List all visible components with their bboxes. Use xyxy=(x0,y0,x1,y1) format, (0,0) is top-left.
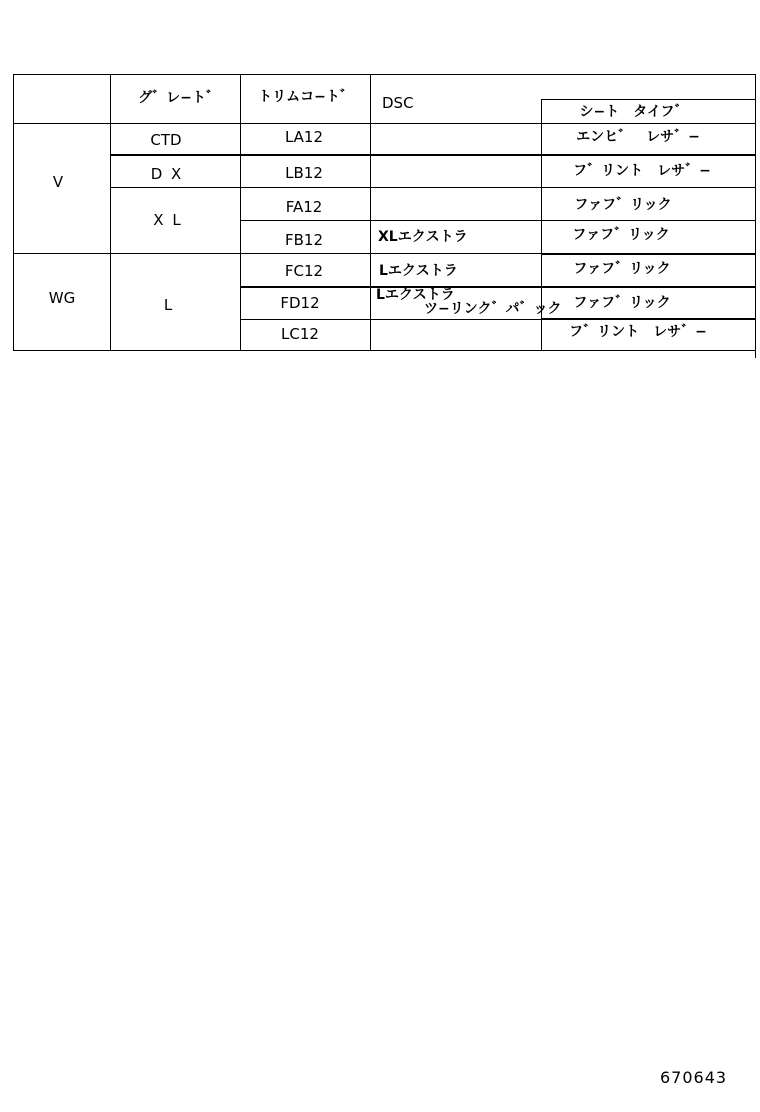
table-bottom-border xyxy=(13,350,756,351)
dsc-cell: XLエクストラ xyxy=(378,229,468,245)
col-divider-body-grade xyxy=(110,74,111,351)
trim-code-cell: FB12 xyxy=(284,231,324,249)
trim-code-cell: LA12 xyxy=(284,128,324,146)
grade-xl: X L xyxy=(153,211,181,229)
trim-code-cell: FC12 xyxy=(284,262,324,280)
col-divider-grade-trim xyxy=(240,74,241,351)
header-bottom-border xyxy=(13,123,756,124)
dsc-cell: Lエクストラ xyxy=(376,287,455,303)
dsc-cell: Lエクストラ xyxy=(379,263,458,279)
row-divider-ctd xyxy=(110,154,756,156)
trim-code-cell: LB12 xyxy=(285,164,323,182)
table-left-border xyxy=(13,74,14,351)
seat-type-cell: ファフ゛リック xyxy=(572,227,670,243)
trim-code-cell: LC12 xyxy=(281,325,319,343)
group-divider-v-wg xyxy=(13,253,541,254)
trim-code-cell: FA12 xyxy=(285,198,323,216)
grade-ctd: CTD xyxy=(150,131,182,149)
col-divider-trim-dsc xyxy=(370,74,371,351)
table-top-border xyxy=(13,74,756,75)
body-type-v: V xyxy=(52,173,64,191)
seat-type-cell: ファフ゛リック xyxy=(573,295,671,311)
row-divider-fd12 xyxy=(541,318,756,320)
grade-l: L xyxy=(163,296,173,314)
seat-type-header-divider xyxy=(541,99,756,100)
document-number: 670643 xyxy=(660,1068,728,1087)
header-grade: グ゛レ−ト゛ xyxy=(138,90,220,106)
row-divider-fa12 xyxy=(240,220,756,221)
seat-type-cell: エンヒ゛ レサ゛− xyxy=(576,129,700,145)
seat-type-cell: ファフ゛リック xyxy=(573,261,671,277)
seat-type-cell: ファフ゛リック xyxy=(574,197,672,213)
row-divider-fc12 xyxy=(240,286,756,288)
seat-type-cell: フ゛リント レサ゛− xyxy=(569,324,707,340)
table-right-border xyxy=(755,74,756,358)
grade-dx: D X xyxy=(150,165,182,183)
header-seat-type: シ−ト タイフ゛ xyxy=(579,104,689,120)
trim-code-cell: FD12 xyxy=(280,294,320,312)
group-divider-v-wg-right xyxy=(541,253,756,255)
row-divider-dx xyxy=(110,187,756,188)
body-type-wg: WG xyxy=(48,289,76,307)
seat-type-cell: フ゛リント レサ゛− xyxy=(573,163,711,179)
row-divider-fd12-left xyxy=(240,319,541,320)
header-trim-code: トリムコ−ト゛ xyxy=(258,89,354,105)
dsc-cell-line2: ツ−リンク゛パ゛ック xyxy=(424,301,562,317)
header-dsc: DSC xyxy=(382,94,414,112)
